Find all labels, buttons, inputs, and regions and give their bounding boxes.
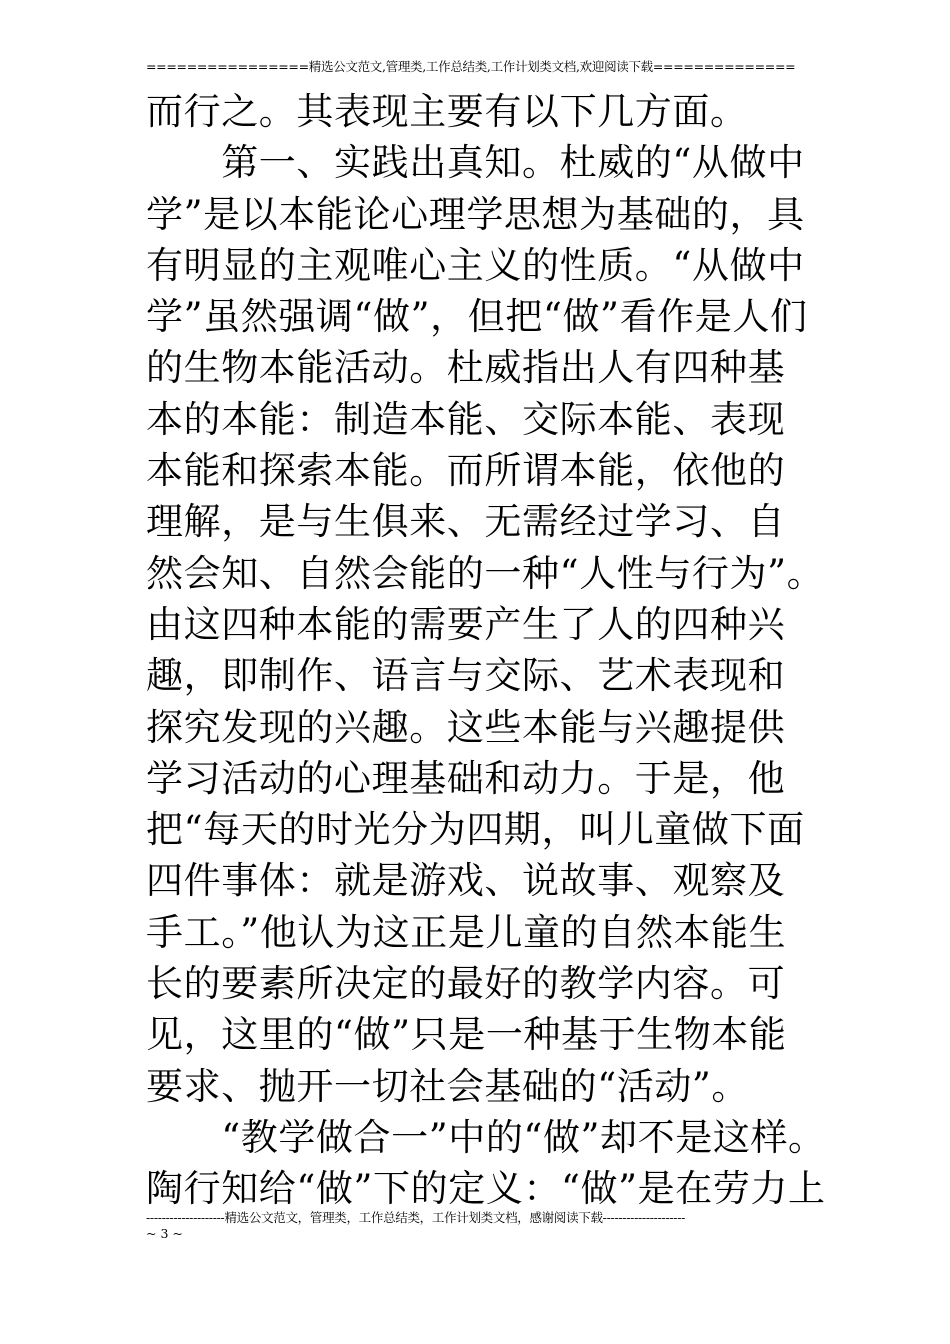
- body-line: 的生物本能活动。杜威指出人有四种基: [146, 346, 786, 390]
- body-line: 理解，是与生俱来、无需经过学习、自: [146, 500, 786, 544]
- body-line: 要求、抛开一切社会基础的“活动”。: [146, 1064, 750, 1108]
- body-line: 见，这里的“做”只是一种基于生物本能: [146, 1013, 787, 1057]
- header-banner: ================精选公文范文,管理类,工作总结类,工作计划类文档,欢迎阅读下载==============: [146, 59, 796, 74]
- body-line: 探究发现的兴趣。这些本能与兴趣提供: [146, 705, 786, 749]
- body-line: 学习活动的心理基础和动力。于是，他: [146, 756, 786, 800]
- page-number: ~ 3 ~: [146, 1226, 183, 1241]
- body-line: 由这四种本能的需要产生了人的四种兴: [146, 602, 786, 646]
- body-line: 然会知、自然会能的一种“人性与行为”。: [146, 551, 825, 595]
- body-line: “教学做合一”中的“做”却不是这样。: [146, 1115, 826, 1159]
- body-line: 趣，即制作、语言与交际、艺术表现和: [146, 654, 786, 698]
- body-line: 四件事体：就是游戏、说故事、观察及: [146, 859, 786, 903]
- body-line: 陶行知给“做”下的定义：“做”是在劳力上: [146, 1167, 826, 1211]
- body-line: 学”虽然强调“做”，但把“做”看作是人们: [146, 295, 808, 339]
- body-line: 长的要素所决定的最好的教学内容。可: [146, 962, 786, 1006]
- body-line: 而行之。其表现主要有以下几方面。: [146, 90, 748, 133]
- document-body: [146, 86, 826, 1215]
- footer-banner: --------------------精选公文范文，管理类，工作总结类，工作计划类文档，感谢阅读下载---------------------: [146, 1210, 686, 1225]
- body-line: 手工。”他认为这正是儿童的自然本能生: [146, 910, 787, 954]
- body-line: 本能和探索本能。而所谓本能，依他的: [146, 449, 786, 493]
- body-line: 第一、实践出真知。杜威的“从做中: [146, 141, 805, 185]
- body-line: 把“每天的时光分为四期，叫儿童做下面: [146, 808, 805, 852]
- body-line: 学”是以本能论心理学思想为基础的，具: [146, 192, 805, 236]
- body-line: 本的本能：制造本能、交际本能、表现: [146, 397, 786, 441]
- body-line: 有明显的主观唯心主义的性质。“从做中: [146, 243, 805, 287]
